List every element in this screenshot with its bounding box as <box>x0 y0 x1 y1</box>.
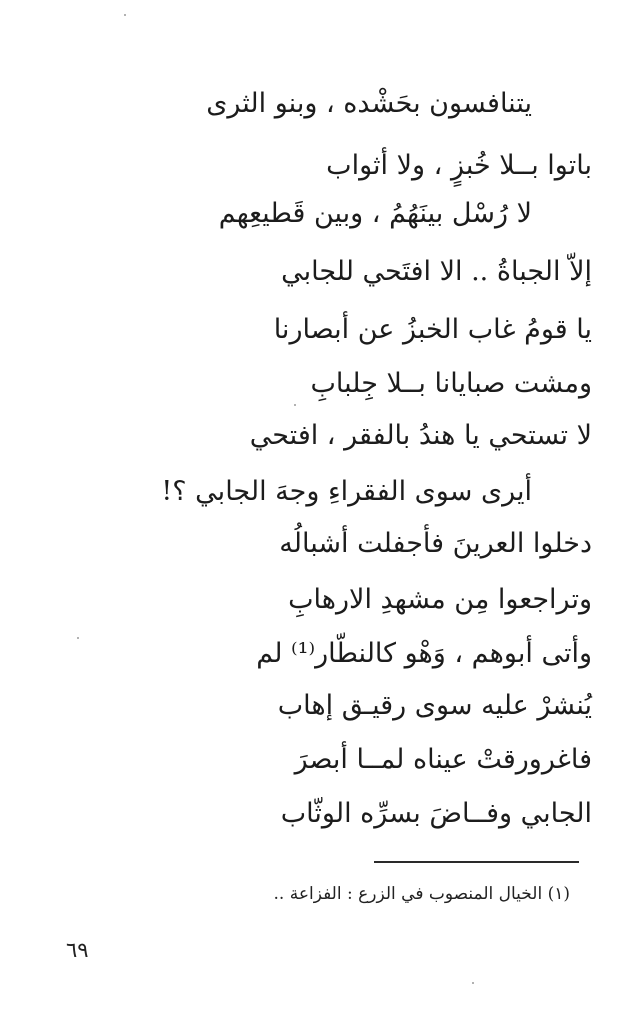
poem-line-11: وأتى أبوهم ، وَهْو كالنطّار⁽¹⁾ لم <box>256 638 592 669</box>
poem-line-1: يتنافسون بحَشْده ، وبنو الثرى <box>206 88 532 119</box>
paper-speck <box>124 14 126 16</box>
poem-line-10: وتراجعوا مِن مشهدِ الارهابِ <box>288 584 592 615</box>
poem-line-8: أيرى سوى الفقراءِ وجهَ الجابي ؟! <box>161 476 532 507</box>
poem-line-13: فاغرورقتْ عيناه لمــا أبصرَ <box>294 744 592 775</box>
poem-line-7: لا تستحي يا هندُ بالفقر ، افتحي <box>249 420 592 451</box>
poem-line-6: ومشت صبايانا بــلا جِلبابِ <box>310 368 592 399</box>
poem-line-5: يا قومُ غاب الخبزُ عن أبصارنا <box>273 314 592 345</box>
poem-line-3: لا رُسْل بينَهُمُ ، وبين قَطيعِهم <box>218 198 532 229</box>
poem-line-14: الجابي وفــاضَ بسرِّه الوثّاب <box>280 798 592 829</box>
poem-line-2: باتوا بــلا خُبزٍ ، ولا أثواب <box>326 150 592 181</box>
footnote: (١) الخيال المنصوب في الزرع : الفزاعة .. <box>273 884 570 904</box>
poem-line-9: دخلوا العرينَ فأجفلت أشبالُه <box>279 528 592 559</box>
footnote-divider <box>374 861 579 863</box>
paper-speck <box>294 404 296 406</box>
poem-line-4: إلاّ الجباةُ .. الا افتَحي للجابي <box>281 256 592 287</box>
page-number: ٦٩ <box>66 938 89 962</box>
poem-line-12: يُنشرْ عليه سوى رقيـق إهاب <box>277 690 592 721</box>
paper-speck <box>77 637 79 639</box>
paper-speck <box>472 982 474 984</box>
